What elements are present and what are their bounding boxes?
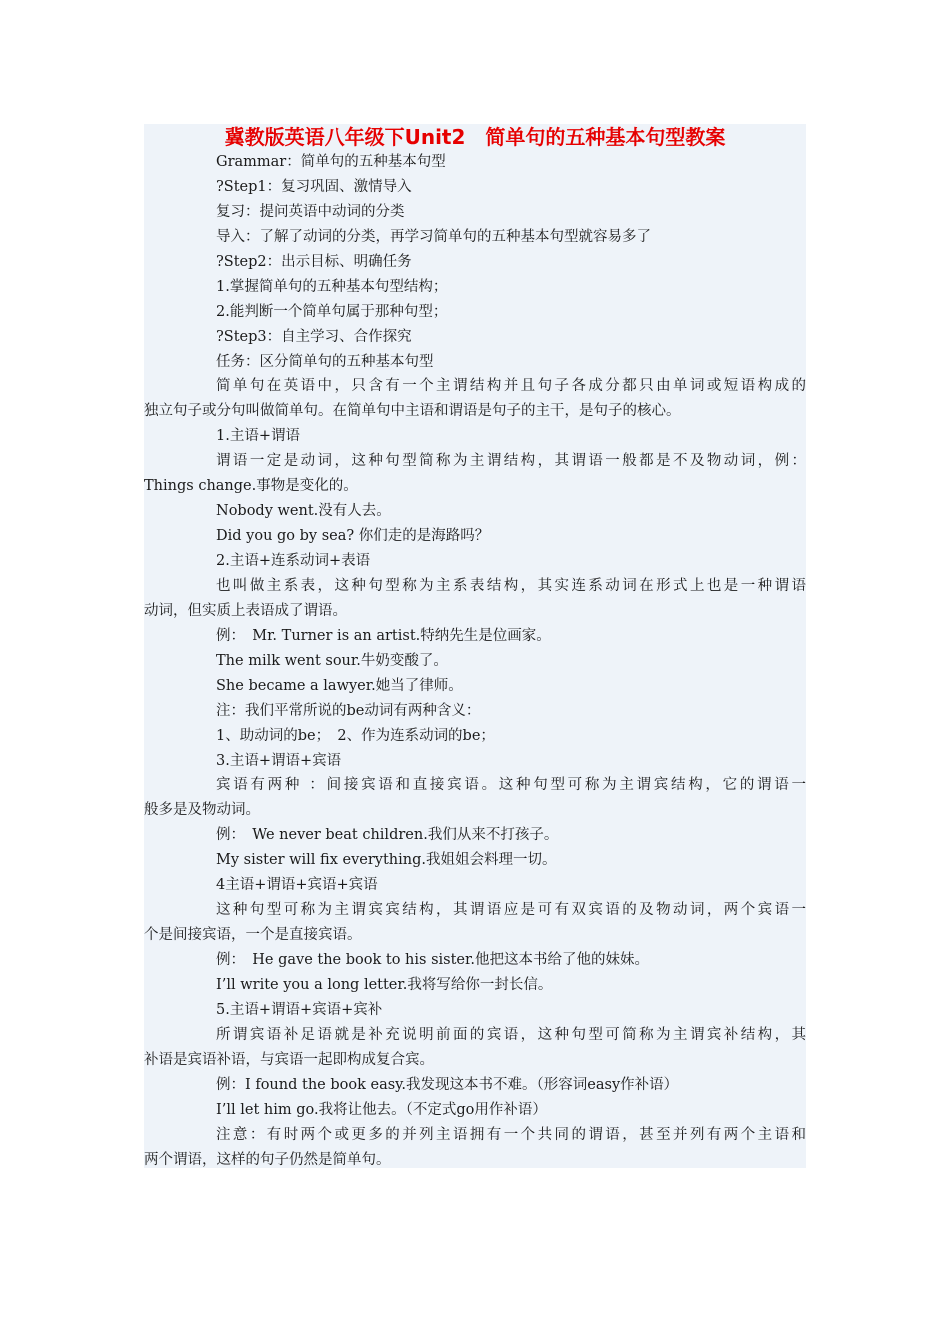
text-line: 例： We never beat children.我们从来不打孩子。 <box>216 827 559 844</box>
text-line: 所谓宾语补足语就是补充说明前面的宾语，这种句型可简称为主谓宾补结构，其 <box>216 1026 806 1043</box>
text-line: Things change.事物是变化的。 <box>144 478 358 495</box>
text-line: 2.主语+连系动词+表语 <box>216 553 371 569</box>
text-line: 也叫做主系表，这种句型称为主系表结构，其实连系动词在形式上也是一种谓语 <box>216 577 806 594</box>
text-line: 例： Mr. Turner is an artist.特纳先生是位画家。 <box>216 627 551 644</box>
text-line: ?Step3：自主学习、合作探究 <box>216 328 412 345</box>
text-line: 复习：提问英语中动词的分类 <box>216 203 405 220</box>
text-line: Nobody went.没有人去。 <box>216 503 391 520</box>
text-line: 任务：区分简单句的五种基本句型 <box>216 353 434 370</box>
text-line: 这种句型可称为主谓宾宾结构，其谓语应是可有双宾语的及物动词，两个宾语一 <box>216 902 806 919</box>
text-line: Grammar：简单句的五种基本句型 <box>216 154 446 170</box>
text-line: I’ll let him go.我将让他去。（不定式go用作补语） <box>216 1101 547 1118</box>
text-line: ?Step1：复习巩固、激情导入 <box>216 178 412 195</box>
document-title: 冀教版英语八年级下Unit2 简单句的五种基本句型教案 <box>224 125 726 149</box>
text-line: I’ll write you a long letter.我将写给你一封长信。 <box>216 976 553 993</box>
text-line: 例：I found the book easy.我发现这本书不难。（形容词easy作补语） <box>216 1076 679 1093</box>
document-page <box>144 124 806 1168</box>
text-line: 4主语+谓语+宾语+宾语 <box>216 877 378 894</box>
text-line: 1.主语+谓语 <box>216 428 300 445</box>
text-line: 3.主语+谓语+宾语 <box>216 752 342 769</box>
text-line: She became a lawyer.她当了律师。 <box>216 677 463 694</box>
document-body <box>144 150 806 1172</box>
text-line: 导入：了解了动词的分类，再学习简单句的五种基本句型就容易多了 <box>216 228 651 245</box>
text-line: Did you go by sea? 你们走的是海路吗？ <box>216 528 490 545</box>
text-line: 例： He gave the book to his sister.他把这本书给了他的妹妹。 <box>216 952 649 968</box>
text-line: 2.能判断一个简单句属于那种句型； <box>216 303 448 320</box>
text-line: 个是间接宾语，一个是直接宾语。 <box>144 927 362 944</box>
text-line: 1、助动词的be； 2、作为连系动词的be； <box>216 727 495 744</box>
text-line: 补语是宾语补语，与宾语一起即构成复合宾。 <box>144 1051 434 1068</box>
text-line: 宾语有两种 ：间接宾语和直接宾语。这种句型可称为主谓宾结构，它的谓语一 <box>216 777 806 794</box>
text-line: 动词，但实质上表语成了谓语。 <box>144 602 347 619</box>
text-line: 两个谓语，这样的句子仍然是简单句。 <box>144 1151 391 1168</box>
text-line: 简单句在英语中，只含有一个主谓结构并且句子各成分都只由单词或短语构成的 <box>216 378 806 395</box>
text-line: 注意：有时两个或更多的并列主语拥有一个共同的谓语，甚至并列有两个主语和 <box>216 1126 806 1143</box>
text-line: 谓语一定是动词，这种句型简称为主谓结构，其谓语一般都是不及物动词，例： <box>216 453 806 470</box>
text-line: 般多是及物动词。 <box>144 802 260 819</box>
text-line: The milk went sour.牛奶变酸了。 <box>216 652 448 669</box>
text-line: My sister will fix everything.我姐姐会料理一切。 <box>216 852 557 869</box>
text-line: ?Step2：出示目标、明确任务 <box>216 253 412 270</box>
text-line: 注：我们平常所说的be动词有两种含义： <box>216 702 481 719</box>
text-line: 独立句子或分句叫做简单句。在简单句中主语和谓语是句子的主干，是句子的核心。 <box>144 403 681 420</box>
text-line: 1.掌握简单句的五种基本句型结构； <box>216 278 448 295</box>
text-line: 5.主语+谓语+宾语+宾补 <box>216 1001 383 1018</box>
